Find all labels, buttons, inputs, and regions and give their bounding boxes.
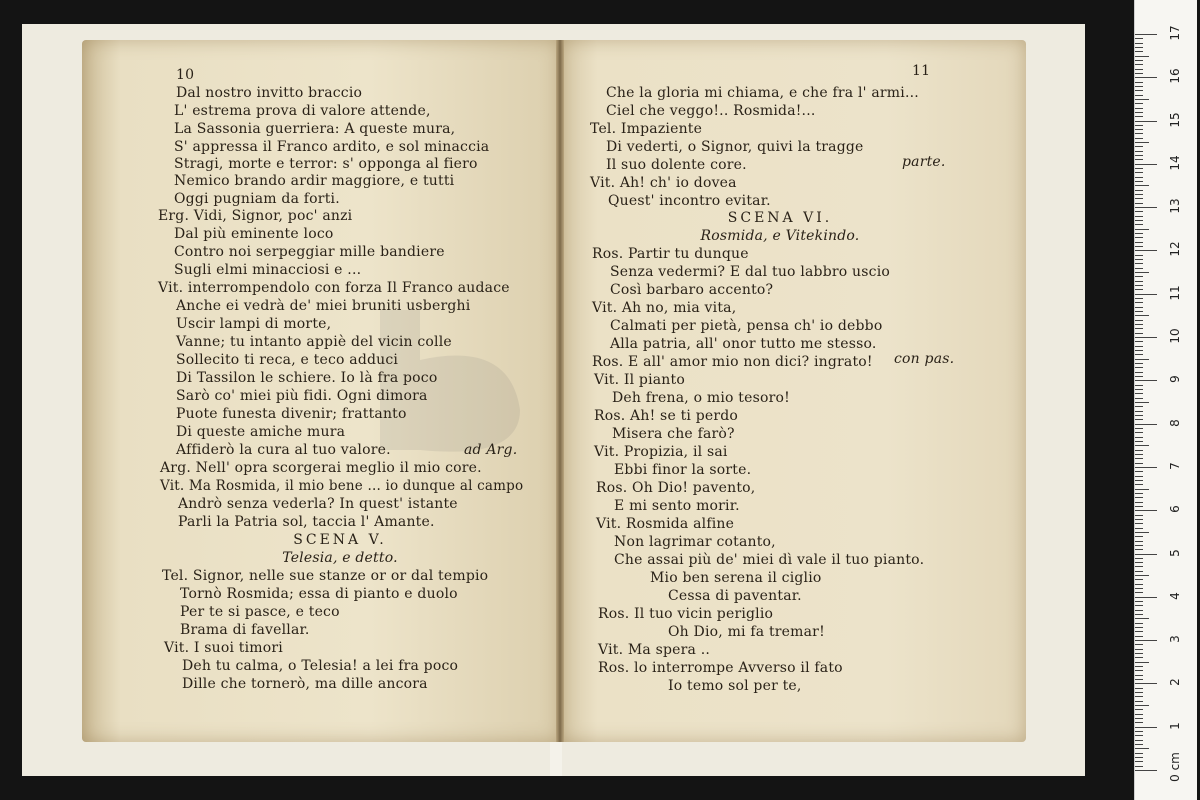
ruler-tick: [1135, 246, 1143, 247]
text-line: Per te si pasce, e teco: [180, 604, 340, 620]
ruler-tick: [1135, 653, 1143, 654]
ruler-tick: [1135, 133, 1143, 134]
ruler-label: 17: [1168, 25, 1182, 41]
text-line: Sollecito ti reca, e teco adduci: [176, 352, 399, 368]
ruler-tick: [1135, 43, 1143, 44]
ruler-tick: [1135, 146, 1143, 147]
ruler-tick: [1135, 458, 1143, 459]
text-line: Sugli elmi minacciosi e ...: [174, 262, 362, 278]
ruler-tick: [1135, 727, 1157, 728]
ruler-tick: [1135, 731, 1143, 732]
ruler-tick: [1135, 385, 1143, 386]
ruler-tick: [1135, 220, 1143, 221]
ruler-tick: [1135, 259, 1143, 260]
ruler-tick: [1135, 376, 1143, 377]
ruler-tick: [1135, 536, 1143, 537]
ruler-tick: [1135, 714, 1143, 715]
ruler-tick: [1135, 108, 1143, 109]
text-line: Ros. Ah! se ti perdo: [594, 408, 739, 424]
text-line: Oggi pugniam da forti.: [174, 191, 340, 207]
ruler-tick: [1135, 281, 1143, 282]
ruler-tick: [1135, 424, 1157, 425]
ruler-tick: [1135, 541, 1143, 542]
text-line: Vit. Ma Rosmida, il mio bene ... io dunque al campo: [160, 478, 524, 494]
ruler-tick: [1135, 471, 1143, 472]
ruler-label: 7: [1168, 462, 1182, 470]
ruler-label: 15: [1168, 111, 1182, 128]
ruler-tick: [1135, 393, 1143, 394]
ruler-tick: [1135, 159, 1143, 160]
ruler-tick: [1135, 476, 1143, 477]
text-line: La Sassonia guerriera: A queste mura,: [174, 121, 456, 137]
scene-characters: Rosmida, e Vitekindo.: [700, 228, 860, 244]
ruler-tick: [1135, 151, 1143, 152]
ruler-label: 0 cm: [1168, 752, 1182, 782]
ruler-tick: [1135, 255, 1143, 256]
text-line: E mi sento morir.: [614, 498, 740, 514]
ruler-tick: [1135, 523, 1143, 524]
ruler-tick: [1135, 155, 1143, 156]
ruler-tick: [1135, 558, 1143, 559]
ruler-tick: [1135, 185, 1149, 186]
ruler-tick: [1135, 363, 1143, 364]
text-line: Calmati per pietà, pensa ch' io debbo: [610, 318, 883, 334]
text-line: Quest' incontro evitar.: [608, 193, 771, 209]
ruler-tick: [1135, 307, 1143, 308]
ruler-tick: [1135, 129, 1143, 130]
ruler-tick: [1135, 350, 1143, 351]
ruler-tick: [1135, 320, 1143, 321]
text-line: Vit. interrompendolo con forza Il Franco audace: [158, 280, 510, 296]
text-line: Uscir lampi di morte,: [176, 316, 332, 332]
stage-direction-parte: parte.: [902, 154, 946, 170]
text-line: Tel. Impaziente: [590, 121, 703, 137]
ruler-tick: [1135, 224, 1143, 225]
stage-direction-con-pas: con pas.: [894, 351, 955, 367]
text-line: Io temo sol per te,: [668, 678, 802, 694]
text-line: Ros. E all' amor mio non dici? ingrato!: [592, 354, 873, 370]
ruler-tick: [1135, 315, 1149, 316]
ruler-tick: [1135, 497, 1143, 498]
ruler-tick: [1135, 545, 1143, 546]
text-line: Vit. Rosmida alfine: [596, 516, 735, 532]
text-line: Che la gloria mi chiama, e che fra l' armi...: [606, 85, 919, 101]
ruler-tick: [1135, 263, 1143, 264]
ruler-tick: [1135, 722, 1143, 723]
ruler-tick: [1135, 506, 1143, 507]
ruler-tick: [1135, 666, 1143, 667]
scene-heading: SCENA V.: [293, 532, 387, 548]
ruler-tick: [1135, 38, 1143, 39]
ruler-label: 3: [1168, 635, 1182, 643]
ruler-tick: [1135, 138, 1143, 139]
ruler-tick: [1135, 696, 1143, 697]
ruler-tick: [1135, 601, 1143, 602]
text-line: Nemico brando ardir maggiore, e tutti: [174, 173, 455, 189]
text-line: Vit. Ah! ch' io dovea: [590, 175, 737, 191]
text-line: Il suo dolente core.: [606, 157, 747, 173]
ruler-tick: [1135, 311, 1143, 312]
scale-ruler: [1134, 0, 1197, 800]
ruler-tick: [1135, 333, 1143, 334]
ruler-tick: [1135, 190, 1143, 191]
ruler-tick: [1135, 337, 1157, 338]
text-line: Stragi, morte e terror: s' opponga al fiero: [174, 156, 478, 172]
text-line: Cessa di paventar.: [668, 588, 802, 604]
ruler-tick: [1135, 289, 1143, 290]
ruler-tick: [1135, 298, 1143, 299]
ruler-tick: [1135, 740, 1143, 741]
text-line: Vanne; tu intanto appiè del vicin colle: [176, 334, 452, 350]
ruler-tick: [1135, 709, 1143, 710]
ruler-tick: [1135, 718, 1143, 719]
ruler-tick: [1135, 194, 1143, 195]
ruler-tick: [1135, 744, 1143, 745]
ruler-tick: [1135, 285, 1143, 286]
ruler-tick: [1135, 575, 1149, 576]
text-line: Sarò co' miei più fidi. Ogni dimora: [176, 388, 428, 404]
text-line: Non lagrimar cotanto,: [614, 534, 776, 550]
text-line: Di Tassilon le schiere. Io là fra poco: [176, 370, 438, 386]
stage-direction-ad-arg: ad Arg.: [464, 442, 518, 458]
ruler-tick: [1135, 142, 1149, 143]
ruler-tick: [1135, 644, 1143, 645]
text-line: Oh Dio, mi fa tremar!: [668, 624, 825, 640]
ruler-tick: [1135, 86, 1143, 87]
text-line: Dille che tornerò, ma dille ancora: [182, 676, 428, 692]
text-line: Deh tu calma, o Telesia! a lei fra poco: [182, 658, 459, 674]
ruler-tick: [1135, 705, 1149, 706]
ruler-tick: [1135, 47, 1143, 48]
ruler-tick: [1135, 766, 1143, 767]
ruler-tick: [1135, 82, 1143, 83]
ruler-tick: [1135, 168, 1143, 169]
ruler-tick: [1135, 770, 1157, 771]
ruler-tick: [1135, 198, 1143, 199]
ruler-tick: [1135, 445, 1149, 446]
ruler-tick: [1135, 354, 1143, 355]
ruler-tick: [1135, 419, 1143, 420]
ruler-tick: [1135, 675, 1143, 676]
ruler-tick: [1135, 480, 1143, 481]
ruler-tick: [1135, 571, 1143, 572]
ruler-tick: [1135, 588, 1143, 589]
ruler-tick: [1135, 597, 1157, 598]
ruler-tick: [1135, 623, 1143, 624]
ruler-tick: [1135, 692, 1143, 693]
ruler-label: 10: [1168, 328, 1182, 344]
ruler-tick: [1135, 631, 1143, 632]
ruler-tick: [1135, 51, 1143, 52]
ruler-label: 6: [1168, 505, 1182, 514]
ruler-tick: [1135, 428, 1143, 429]
text-line: Senza vedermi? E dal tuo labbro uscio: [610, 264, 891, 280]
text-line: Dal più eminente loco: [174, 226, 334, 242]
text-line: Che assai più de' miei dì vale il tuo pianto.: [614, 552, 925, 568]
text-line: Deh frena, o mio tesoro!: [612, 390, 790, 406]
text-line: Vit. Ma spera ..: [598, 642, 711, 658]
ruler-tick: [1135, 95, 1143, 96]
ruler-tick: [1135, 579, 1143, 580]
ruler-tick: [1135, 216, 1143, 217]
ruler-tick: [1135, 614, 1143, 615]
ruler-tick: [1135, 242, 1143, 243]
text-line: Tornò Rosmida; essa di pianto e duolo: [180, 586, 458, 602]
ruler-tick: [1135, 757, 1143, 758]
ruler-tick: [1135, 172, 1143, 173]
ruler-tick: [1135, 584, 1143, 585]
ruler-tick: [1135, 701, 1143, 702]
ruler-tick: [1135, 103, 1143, 104]
ruler-tick: [1135, 207, 1157, 208]
text-line: Arg. Nell' opra scorgerai meglio il mio core.: [160, 460, 482, 476]
text-line: S' appressa il Franco ardito, e sol minaccia: [174, 139, 490, 155]
ruler-tick: [1135, 90, 1143, 91]
page-number-left: 10: [176, 67, 195, 83]
text-line: Ros. Il tuo vicin periglio: [598, 606, 774, 622]
text-line: Tel. Signor, nelle sue stanze or or dal tempio: [162, 568, 489, 584]
scene-characters: Telesia, e detto.: [282, 550, 398, 566]
text-line: Ebbi finor la sorte.: [614, 462, 752, 478]
ruler-tick: [1135, 549, 1143, 550]
ruler-tick: [1135, 116, 1143, 117]
text-line: Andrò senza vederla? In quest' istante: [178, 496, 458, 512]
text-line: Di vederti, o Signor, quivi la tragge: [606, 139, 864, 155]
page-number-right: 11: [912, 63, 931, 79]
ruler-tick: [1135, 229, 1149, 230]
ruler-tick: [1135, 77, 1157, 78]
ruler-tick: [1135, 64, 1143, 65]
ruler-tick: [1135, 121, 1157, 122]
ruler-tick: [1135, 636, 1143, 637]
ruler-tick: [1135, 112, 1143, 113]
ruler-label: 12: [1168, 241, 1182, 258]
ruler-tick: [1135, 73, 1143, 74]
text-line: Ros. Oh Dio! pavento,: [596, 480, 756, 496]
text-line: Vit. Ah no, mia vita,: [592, 300, 737, 316]
ruler-tick: [1135, 748, 1149, 749]
text-line: Vit. Il pianto: [594, 372, 685, 388]
ruler-label: 4: [1168, 591, 1182, 600]
ruler-tick: [1135, 493, 1143, 494]
ruler-tick: [1135, 60, 1143, 61]
ruler-label: 14: [1168, 155, 1182, 171]
ruler-tick: [1135, 554, 1157, 555]
ruler-tick: [1135, 56, 1149, 57]
ruler-tick: [1135, 618, 1149, 619]
ruler-tick: [1135, 489, 1149, 490]
ruler-tick: [1135, 688, 1143, 689]
text-line: L' estrema prova di valore attende,: [174, 103, 431, 119]
ruler-tick: [1135, 69, 1143, 70]
ruler-tick: [1135, 657, 1143, 658]
ruler-label: 8: [1168, 418, 1182, 427]
text-line: Contro noi serpeggiar mille bandiere: [174, 244, 445, 260]
ruler-tick: [1135, 250, 1157, 251]
text-line: Misera che farò?: [612, 426, 735, 442]
ruler-tick: [1135, 211, 1143, 212]
ruler-tick: [1135, 610, 1143, 611]
ruler-tick: [1135, 99, 1149, 100]
ruler-tick: [1135, 294, 1157, 295]
ruler-tick: [1135, 398, 1143, 399]
ruler-tick: [1135, 454, 1143, 455]
text-line: Ciel che veggo!.. Rosmida!...: [606, 103, 816, 119]
ruler-tick: [1135, 346, 1143, 347]
spine-edge: [550, 742, 562, 776]
ruler-label: 1: [1168, 721, 1182, 730]
ruler-tick: [1135, 367, 1143, 368]
text-line: Vit. Propizia, il sai: [594, 444, 728, 460]
ruler-tick: [1135, 605, 1143, 606]
ruler-tick: [1135, 649, 1143, 650]
ruler-tick: [1135, 203, 1143, 204]
text-line: Dal nostro invitto braccio: [176, 85, 363, 101]
ruler-label: 11: [1168, 285, 1182, 301]
ruler-tick: [1135, 406, 1143, 407]
ruler-label: 2: [1168, 678, 1182, 687]
ruler-tick: [1135, 683, 1157, 684]
text-line: Di queste amiche mura: [176, 424, 346, 440]
ruler-tick: [1135, 562, 1143, 563]
ruler-tick: [1135, 450, 1143, 451]
ruler-tick: [1135, 302, 1143, 303]
ruler-tick: [1135, 484, 1143, 485]
ruler-tick: [1135, 679, 1143, 680]
ruler-tick: [1135, 519, 1143, 520]
ruler-tick: [1135, 592, 1143, 593]
ruler-tick: [1135, 341, 1143, 342]
ruler-label: 5: [1168, 548, 1182, 557]
ruler-tick: [1135, 662, 1149, 663]
ruler-tick: [1135, 761, 1143, 762]
ruler-tick: [1135, 467, 1157, 468]
ruler-tick: [1135, 411, 1143, 412]
ruler-tick: [1135, 502, 1143, 503]
text-line: Così barbaro accento?: [610, 282, 774, 298]
ruler-tick: [1135, 328, 1143, 329]
ruler-tick: [1135, 437, 1143, 438]
text-line: Puote funesta divenir; frattanto: [176, 406, 407, 422]
ruler-tick: [1135, 463, 1143, 464]
text-line: Brama di favellar.: [180, 622, 310, 638]
ruler-tick: [1135, 237, 1143, 238]
ruler-tick: [1135, 372, 1143, 373]
ruler-tick: [1135, 753, 1143, 754]
text-line: Parli la Patria sol, taccia l' Amante.: [178, 514, 435, 530]
ruler-tick: [1135, 415, 1143, 416]
ruler-tick: [1135, 402, 1149, 403]
text-line: Ros. Partir tu dunque: [592, 246, 749, 262]
ruler-label: 13: [1168, 198, 1182, 214]
ruler-tick: [1135, 268, 1143, 269]
ruler-tick: [1135, 380, 1157, 381]
ruler-tick: [1135, 432, 1143, 433]
ruler-label: 16: [1168, 68, 1182, 84]
text-line: Alla patria, all' onor tutto me stesso.: [610, 336, 877, 352]
text-line: Vit. I suoi timori: [164, 640, 283, 656]
ruler-tick: [1135, 276, 1143, 277]
ruler-tick: [1135, 528, 1143, 529]
text-line: Ros. lo interrompe Avverso il fato: [598, 660, 843, 676]
ruler-tick: [1135, 670, 1143, 671]
ruler-tick: [1135, 177, 1143, 178]
ruler-tick: [1135, 233, 1143, 234]
text-line: Affiderò la cura al tuo valore.: [176, 442, 391, 458]
ruler-tick: [1135, 389, 1143, 390]
ruler-tick: [1135, 735, 1143, 736]
text-line: Mio ben serena il ciglio: [650, 570, 822, 586]
ruler-tick: [1135, 515, 1143, 516]
ruler-tick: [1135, 510, 1157, 511]
ruler-tick: [1135, 34, 1157, 35]
ruler-tick: [1135, 566, 1143, 567]
ruler-tick: [1135, 125, 1143, 126]
ruler-tick: [1135, 359, 1149, 360]
ruler-tick: [1135, 272, 1149, 273]
text-line: Erg. Vidi, Signor, poc' anzi: [158, 208, 353, 224]
ruler-tick: [1135, 164, 1157, 165]
ruler-tick: [1135, 324, 1143, 325]
ruler-tick: [1135, 532, 1149, 533]
ruler-tick: [1135, 441, 1143, 442]
ruler-tick: [1135, 627, 1143, 628]
scene-heading: SCENA VI.: [727, 210, 833, 226]
ruler-label: 9: [1168, 375, 1182, 384]
ruler-tick: [1135, 640, 1157, 641]
text-line: Anche ei vedrà de' miei bruniti usberghi: [176, 298, 471, 314]
ruler-tick: [1135, 181, 1143, 182]
